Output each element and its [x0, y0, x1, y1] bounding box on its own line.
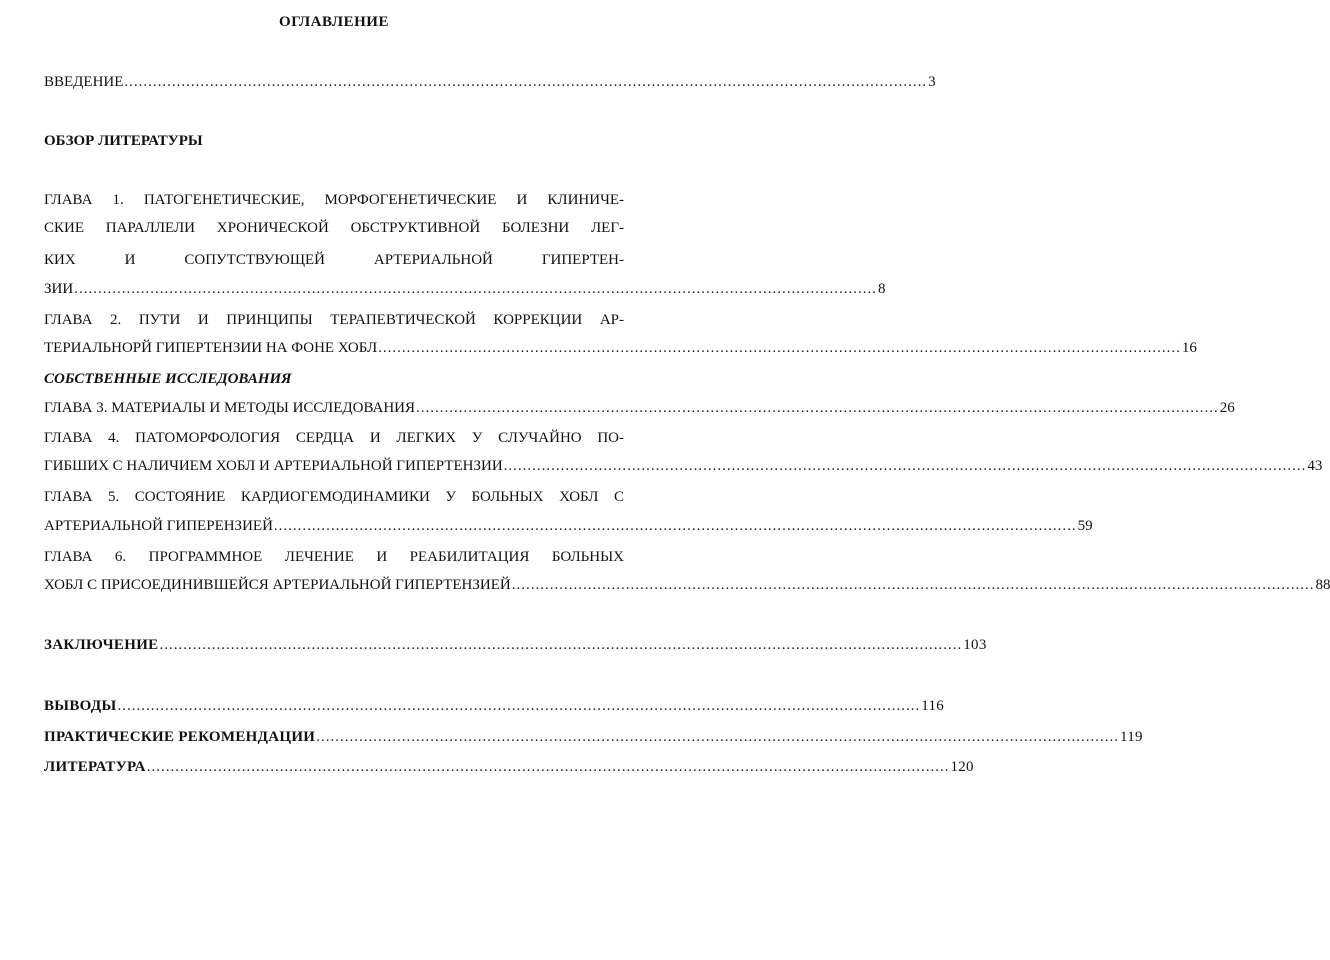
toc-page-number: 88	[1315, 577, 1330, 593]
dot-leader: .........................................................................................................................................................................	[117, 698, 921, 714]
toc-page-number: 3	[928, 74, 936, 90]
toc-entry-chapter2[interactable]	[44, 340, 1197, 362]
dot-leader: .........................................................................................................................................................................	[378, 340, 1181, 356]
dot-leader: .........................................................................................................................................................................	[159, 637, 963, 653]
toc-entry-label: ВВЕДЕНИЕ	[44, 74, 124, 90]
toc-entry-label: ГЛАВА 3. МАТЕРИАЛЫ И МЕТОДЫ ИССЛЕДОВАНИЯ	[44, 400, 416, 416]
chapter4-line1[interactable]: ГЛАВА 4. ПАТОМОРФОЛОГИЯ СЕРДЦА И ЛЕГКИХ У СЛУЧАЙНО ПО-	[44, 430, 624, 446]
dot-leader: .........................................................................................................................................................................	[503, 458, 1307, 474]
chapter1-line3[interactable]: КИХ И СОПУТСТВУЮЩЕЙ АРТЕРИАЛЬНОЙ ГИПЕРТЕН-	[44, 252, 624, 268]
dot-leader: .........................................................................................................................................................................	[273, 518, 1077, 534]
toc-entry-label: ТЕРИАЛЬНОРЙ ГИПЕРТЕНЗИИ НА ФОНЕ ХОБЛ	[44, 340, 378, 356]
toc-page-number: 120	[950, 759, 974, 775]
toc-entry-label: ПРАКТИЧЕСКИЕ РЕКОМЕНДАЦИИ	[44, 729, 316, 745]
toc-entry-chapter6[interactable]	[44, 577, 1330, 599]
toc-entry-findings[interactable]	[44, 698, 945, 720]
toc-entry-recommendations[interactable]	[44, 729, 1143, 751]
dot-leader: .........................................................................................................................................................................	[316, 729, 1120, 745]
section-heading-own-research: СОБСТВЕННЫЕ ИССЛЕДОВАНИЯ	[44, 371, 292, 387]
toc-page-number: 8	[877, 281, 886, 297]
dot-leader: .........................................................................................................................................................................	[146, 759, 950, 775]
dot-leader: .........................................................................................................................................................................	[124, 74, 928, 90]
chapter5-line1[interactable]: ГЛАВА 5. СОСТОЯНИЕ КАРДИОГЕМОДИНАМИКИ У БОЛЬНЫХ ХОБЛ С	[44, 489, 624, 505]
toc-page-number: 43	[1307, 458, 1323, 474]
toc-entry-label: ЗИИ	[44, 281, 74, 297]
chapter1-line2[interactable]: СКИЕ ПАРАЛЛЕЛИ ХРОНИЧЕСКОЙ ОБСТРУКТИВНОЙ БОЛЕЗНИ ЛЕГ-	[44, 220, 624, 236]
toc-page-number: 16	[1181, 340, 1197, 356]
toc-entry-label: ЛИТЕРАТУРА	[44, 759, 146, 775]
chapter6-line1[interactable]: ГЛАВА 6. ПРОГРАММНОЕ ЛЕЧЕНИЕ И РЕАБИЛИТАЦИЯ БОЛЬНЫХ	[44, 549, 624, 565]
toc-page-number: 103	[963, 637, 987, 653]
section-heading-review: ОБЗОР ЛИТЕРАТУРЫ	[44, 133, 203, 149]
toc-entry-label: ЗАКЛЮЧЕНИЕ	[44, 637, 159, 653]
toc-entry-literature[interactable]	[44, 759, 974, 781]
toc-entry-chapter3[interactable]	[44, 400, 1235, 422]
chapter1-line1[interactable]: ГЛАВА 1. ПАТОГЕНЕТИЧЕСКИЕ, МОРФОГЕНЕТИЧЕСКИЕ И КЛИНИЧЕ-	[44, 192, 624, 208]
toc-entry-conclusion[interactable]	[44, 637, 987, 659]
toc-page-number: 59	[1077, 518, 1093, 534]
toc-entry-label: ХОБЛ С ПРИСОЕДИНИВШЕЙСЯ АРТЕРИАЛЬНОЙ ГИПЕРТЕНЗИЕЙ	[44, 577, 511, 593]
toc-entry-label: ВЫВОДЫ	[44, 698, 117, 714]
toc-entry-intro[interactable]	[44, 74, 936, 96]
toc-entry-label: АРТЕРИАЛЬНОЙ ГИПЕРЕНЗИЕЙ	[44, 518, 273, 534]
dot-leader: .........................................................................................................................................................................	[416, 400, 1219, 416]
toc-entry-chapter1[interactable]	[44, 281, 886, 303]
toc-page-number: 119	[1120, 729, 1143, 745]
dot-leader: .........................................................................................................................................................................	[511, 577, 1315, 593]
dot-leader: .........................................................................................................................................................................	[74, 281, 877, 297]
toc-entry-chapter5[interactable]	[44, 518, 1093, 540]
page-title: ОГЛАВЛЕНИЕ	[279, 14, 389, 30]
toc-entry-label: ГИБШИХ С НАЛИЧИЕМ ХОБЛ И АРТЕРИАЛЬНОЙ ГИПЕРТЕНЗИИ	[44, 458, 503, 474]
toc-page-number: 116	[921, 698, 945, 714]
toc-entry-chapter4[interactable]	[44, 458, 1323, 480]
toc-page-number: 26	[1219, 400, 1235, 416]
chapter2-line1[interactable]: ГЛАВА 2. ПУТИ И ПРИНЦИПЫ ТЕРАПЕВТИЧЕСКОЙ КОРРЕКЦИИ АР-	[44, 312, 624, 328]
